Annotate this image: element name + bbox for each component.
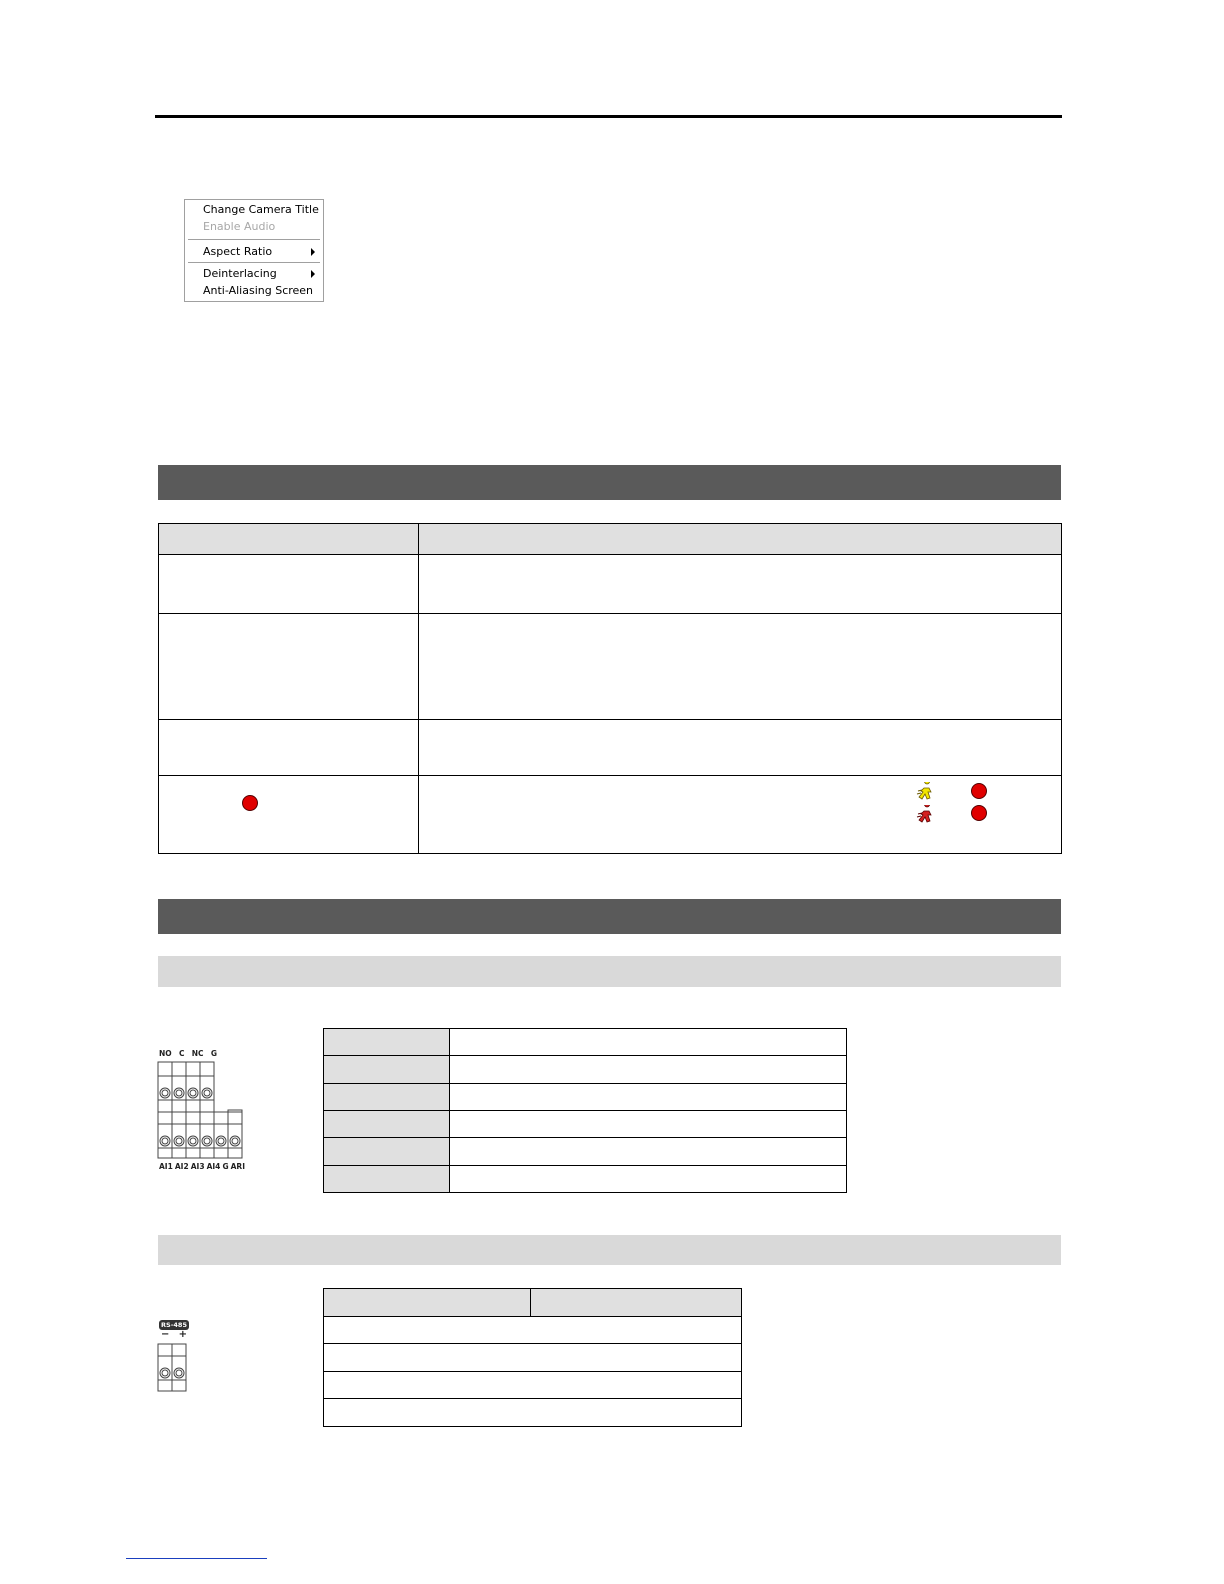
table-cell bbox=[450, 1166, 847, 1193]
table-cell bbox=[159, 614, 419, 720]
menu-item-anti-aliasing-screen[interactable]: Anti-Aliasing Screen bbox=[203, 284, 314, 297]
terminal-label: NC bbox=[191, 1049, 204, 1058]
table-header-cell bbox=[324, 1056, 450, 1084]
terminal-label: G bbox=[222, 1162, 229, 1171]
header-rule bbox=[155, 115, 1062, 118]
submenu-arrow-icon bbox=[311, 270, 315, 278]
menu-item-deinterlacing[interactable]: Deinterlacing bbox=[203, 267, 277, 280]
table-cell bbox=[159, 776, 419, 854]
table-cell bbox=[419, 555, 1062, 614]
table-cell bbox=[450, 1084, 847, 1111]
menu-item-change-camera-title[interactable]: Change Camera Title bbox=[203, 203, 319, 216]
menu-item-enable-audio: Enable Audio bbox=[203, 220, 276, 233]
table-header-cell bbox=[324, 1084, 450, 1111]
table-cell bbox=[450, 1138, 847, 1166]
footer-link-underline bbox=[126, 1558, 267, 1559]
table-header-cell bbox=[531, 1289, 742, 1317]
menu-separator bbox=[188, 262, 320, 263]
polarity-minus: − bbox=[161, 1329, 170, 1340]
menu-separator bbox=[188, 239, 320, 240]
alarm-pin-table bbox=[323, 1028, 847, 1193]
table-cell bbox=[324, 1399, 742, 1427]
table-cell bbox=[419, 614, 1062, 720]
motion-yellow-icon bbox=[916, 782, 936, 802]
table-header-cell bbox=[159, 524, 419, 555]
screw-terminal-icon bbox=[156, 1342, 190, 1394]
table-cell bbox=[159, 720, 419, 776]
terminal-label: ARI bbox=[230, 1162, 245, 1171]
terminal-label: AI4 bbox=[206, 1162, 221, 1171]
subsection-bar bbox=[158, 956, 1061, 987]
table-header-cell bbox=[324, 1029, 450, 1056]
menu-item-aspect-ratio[interactable]: Aspect Ratio bbox=[203, 245, 273, 258]
polarity-plus: + bbox=[178, 1329, 187, 1340]
table-header-cell bbox=[324, 1138, 450, 1166]
submenu-arrow-icon bbox=[311, 248, 315, 256]
terminal-label: AI1 bbox=[159, 1162, 173, 1171]
table-cell bbox=[159, 555, 419, 614]
record-dot-icon bbox=[971, 783, 987, 799]
table-header-cell bbox=[324, 1111, 450, 1138]
table-cell bbox=[450, 1111, 847, 1138]
screw-terminal-icon bbox=[156, 1060, 246, 1160]
terminal-label: AI3 bbox=[190, 1162, 205, 1171]
table-header-cell bbox=[419, 524, 1062, 555]
alarm-terminal-diagram bbox=[156, 1046, 246, 1174]
table-cell bbox=[419, 776, 1062, 854]
section-bar bbox=[158, 899, 1061, 934]
rs485-badge: RS-485 bbox=[159, 1320, 189, 1330]
terminal-label: G bbox=[210, 1049, 217, 1058]
record-dot-icon bbox=[242, 795, 258, 811]
section-bar bbox=[158, 465, 1061, 500]
table-header-cell bbox=[324, 1289, 531, 1317]
status-icon-table bbox=[158, 523, 1062, 854]
terminal-label: AI2 bbox=[174, 1162, 189, 1171]
camera-context-menu bbox=[184, 199, 324, 302]
motion-red-icon bbox=[916, 805, 936, 825]
table-cell bbox=[450, 1029, 847, 1056]
rs485-terminal-diagram bbox=[156, 1318, 196, 1396]
subsection-bar bbox=[158, 1235, 1061, 1265]
table-header-cell bbox=[324, 1166, 450, 1193]
table-cell bbox=[419, 720, 1062, 776]
rs485-pin-table bbox=[323, 1288, 742, 1427]
table-cell bbox=[324, 1344, 742, 1372]
terminal-label: C bbox=[178, 1049, 185, 1058]
table-cell bbox=[324, 1317, 742, 1344]
table-cell bbox=[450, 1056, 847, 1084]
table-cell bbox=[324, 1372, 742, 1399]
record-dot-icon bbox=[971, 805, 987, 821]
terminal-label: NO bbox=[159, 1049, 172, 1058]
